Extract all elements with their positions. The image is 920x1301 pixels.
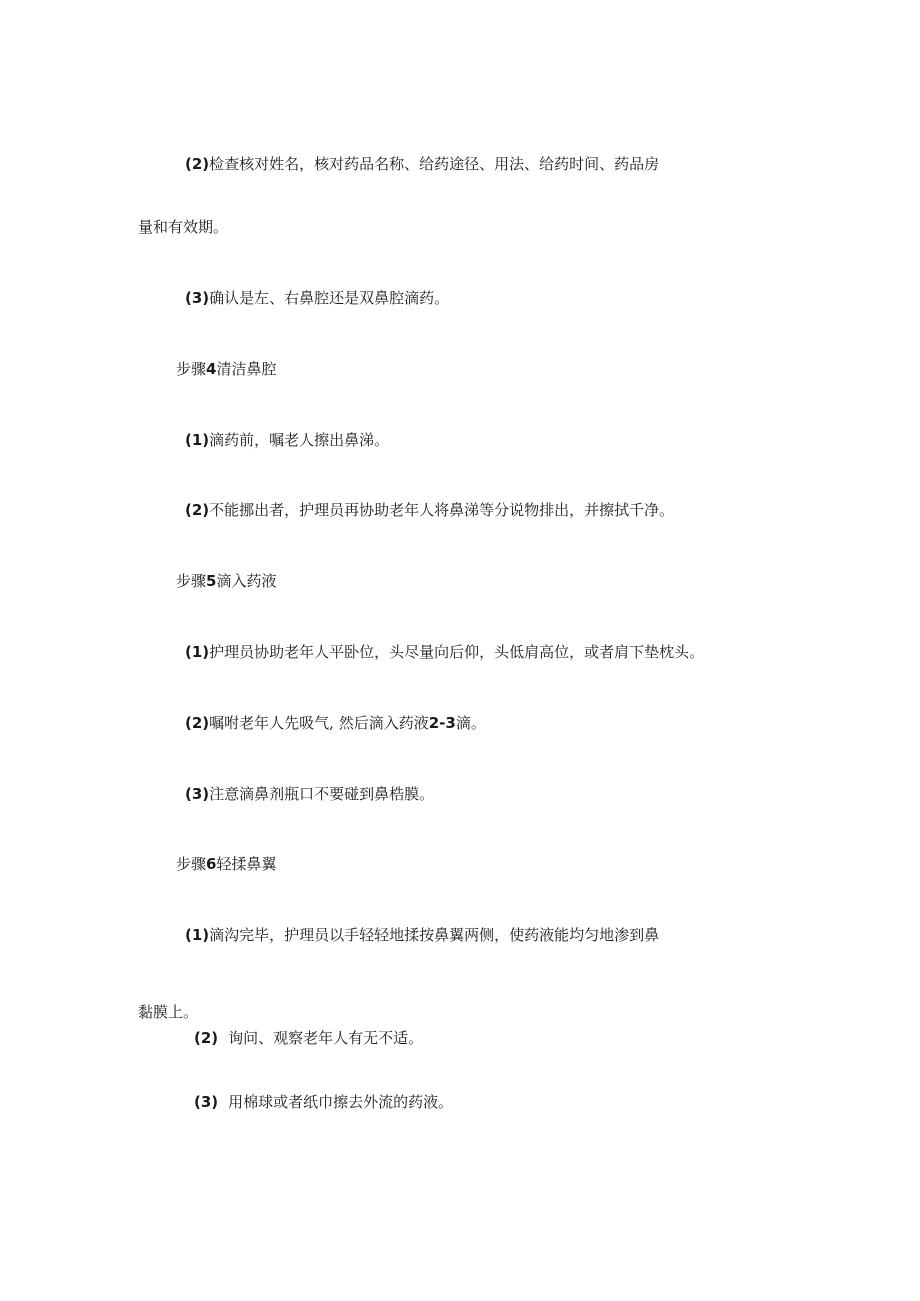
step-title: 轻揉鼻翼 <box>216 855 277 873</box>
paragraph-text: 检查核对姓名，核对药品名称、给药途径、用法、给药时间、药品房 <box>209 155 660 173</box>
step-number: 5 <box>206 572 217 590</box>
item-number: (2) <box>185 501 210 519</box>
paragraph-text: 滴药前，嘱老人擦出鼻涕。 <box>209 431 390 449</box>
paragraph-check-name <box>185 154 659 174</box>
paragraph-text: 注意滴鼻剂瓶口不要碰到鼻梏膜。 <box>209 785 435 803</box>
step-prefix: 步骤 <box>176 855 207 873</box>
paragraph-text: 用棉球或者纸巾擦去外流的药液。 <box>228 1093 454 1111</box>
item-number: (2) <box>194 1029 219 1047</box>
paragraph-confirm-nostril <box>185 288 449 308</box>
item-number: (3) <box>185 289 210 307</box>
step-heading-4 <box>176 359 276 379</box>
item-number: (1) <box>185 643 210 661</box>
item-number: (2) <box>185 714 210 732</box>
step-number: 4 <box>206 360 217 378</box>
paragraph-wipe-liquid <box>194 1092 453 1112</box>
paragraph-text: 嘱咐老年人先吸气, 然后滴入药液 <box>209 714 429 732</box>
step-number: 6 <box>206 855 217 873</box>
paragraph-text: 黏膜上。 <box>138 1003 199 1021</box>
paragraph-text: 护理员协助老年人平卧位，头尽量向后仰，头低肩高位，或者肩下垫枕头。 <box>209 643 705 661</box>
paragraph-assist-clean <box>185 500 674 520</box>
paragraph-check-name-continued <box>138 217 228 237</box>
paragraph-ask-discomfort <box>194 1028 423 1048</box>
paragraph-text: 询问、观察老年人有无不适。 <box>228 1029 424 1047</box>
paragraph-bottle-tip <box>185 784 434 804</box>
step-heading-6 <box>176 854 276 874</box>
step-heading-5 <box>176 571 276 591</box>
item-number: (1) <box>185 926 210 944</box>
step-prefix: 步骤 <box>176 360 207 378</box>
paragraph-massage <box>185 925 659 945</box>
item-number: (1) <box>185 431 210 449</box>
paragraph-text-end: 滴。 <box>455 714 486 732</box>
dose-count: 2-3 <box>428 714 456 732</box>
step-prefix: 步骤 <box>176 572 207 590</box>
paragraph-text: 不能挪出者，护理员再协助老年人将鼻涕等分说物排出，并擦拭千净。 <box>209 501 675 519</box>
item-number: (2) <box>185 155 210 173</box>
item-number: (3) <box>185 785 210 803</box>
paragraph-text: 确认是左、右鼻腔还是双鼻腔滴药。 <box>209 289 450 307</box>
item-number: (3) <box>194 1093 219 1111</box>
paragraph-massage-continued <box>138 1002 198 1022</box>
paragraph-inhale-drops <box>185 713 486 733</box>
paragraph-blow-nose <box>185 430 389 450</box>
paragraph-text: 量和有效期。 <box>138 218 229 236</box>
paragraph-text: 滴沟完毕，护理员以手轻轻地揉按鼻翼两侧，使药液能均匀地渗到鼻 <box>209 926 660 944</box>
paragraph-position <box>185 642 704 662</box>
step-title: 清洁鼻腔 <box>216 360 277 378</box>
step-title: 滴入药液 <box>216 572 277 590</box>
